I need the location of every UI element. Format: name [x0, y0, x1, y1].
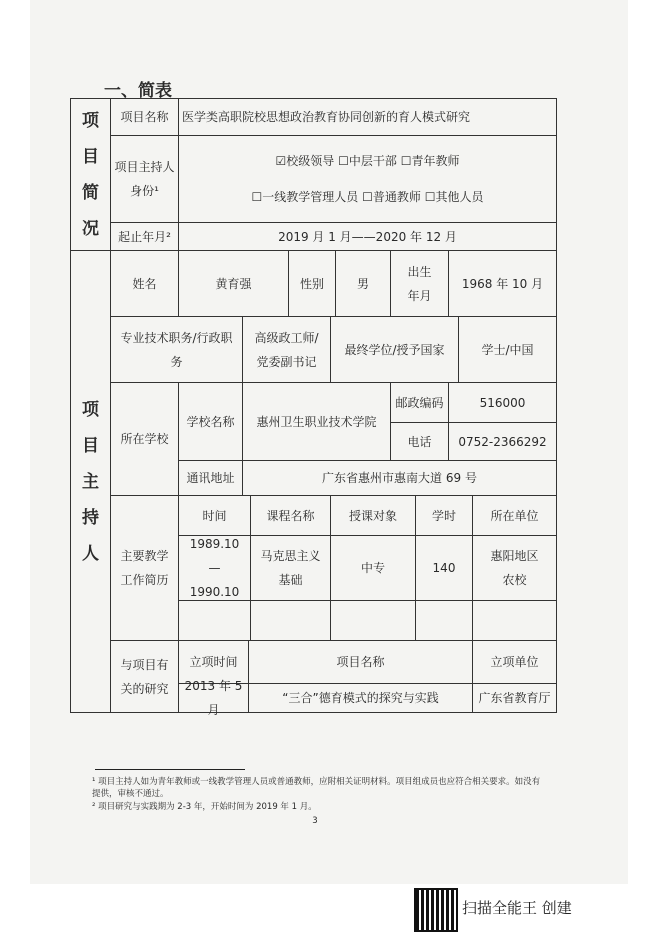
section-title: 一、简表	[104, 81, 172, 101]
birth-label: 出生年月	[390, 250, 449, 317]
phone-label: 电话	[390, 422, 449, 461]
page-number: 3	[312, 816, 318, 826]
postcode-label: 邮政编码	[390, 382, 449, 423]
host-label: 项目主持人	[70, 250, 111, 713]
teach-empty-cell	[415, 600, 473, 641]
school-label: 学校名称	[178, 382, 243, 461]
project-name-value: 医学类高职院校思想政治教育协同创新的育人模式研究	[178, 98, 557, 136]
research-cell: “三合”德育模式的探究与实践	[248, 683, 473, 713]
gender-value: 男	[335, 250, 391, 317]
footnote-divider	[95, 769, 245, 770]
research-cell: 广东省教育厅	[472, 683, 557, 713]
research-header: 项目名称	[248, 640, 473, 684]
teach-cell: 中专	[330, 535, 416, 601]
name-value: 黄育强	[178, 250, 289, 317]
postcode-value: 516000	[448, 382, 557, 423]
teach-header: 学时	[415, 495, 473, 536]
gender-label: 性别	[288, 250, 336, 317]
research-cell: 2013 年 5 月	[178, 683, 249, 713]
degree-value: 学士/中国	[458, 316, 557, 383]
qr-code-icon	[414, 888, 458, 932]
title-label: 专业技术职务/行政职务	[110, 316, 243, 383]
footnote-2: ² 项目研究与实践期为 2-3 年，开始时间为 2019 年 1 月。	[92, 802, 317, 812]
teaching-label: 主要教学工作简历	[110, 495, 179, 641]
teach-empty-cell	[472, 600, 557, 641]
teach-cell: 惠阳地区农校	[472, 535, 557, 601]
project-name-label: 项目名称	[110, 98, 179, 136]
teach-header: 所在单位	[472, 495, 557, 536]
teach-cell: 1989.10—1990.10	[178, 535, 251, 601]
project-overview-label: 项目简况	[70, 98, 111, 251]
teach-header: 课程名称	[250, 495, 331, 536]
teach-header: 时间	[178, 495, 251, 536]
address-value: 广东省惠州市惠南大道 69 号	[242, 460, 557, 496]
address-label: 通讯地址	[178, 460, 243, 496]
research-header: 立项单位	[472, 640, 557, 684]
school-group-label: 所在学校	[110, 382, 179, 496]
research-header: 立项时间	[178, 640, 249, 684]
identity-label: 项目主持人身份¹	[110, 135, 179, 223]
teach-empty-cell	[330, 600, 416, 641]
identity-line-1[interactable]: ☑校级领导 ☐中层干部 ☐青年教师	[275, 154, 460, 168]
teach-cell: 140	[415, 535, 473, 601]
title-value: 高级政工师/党委副书记	[242, 316, 331, 383]
teach-empty-cell	[250, 600, 331, 641]
date-label: 起止年月²	[110, 222, 179, 251]
footnote-1: ¹ 项目主持人如为青年教师或一线教学管理人员或普通教师，应附相关证明材料。项目组成员也应符合相关要求。如没有提供，审核不通过。	[92, 777, 541, 799]
identity-line-2[interactable]: ☐一线教学管理人员 ☐普通教师 ☐其他人员	[251, 190, 484, 204]
phone-value: 0752-2366292	[448, 422, 557, 461]
date-value: 2019 月 1 月——2020 年 12 月	[178, 222, 557, 251]
research-label: 与项目有关的研究	[110, 640, 179, 713]
identity-options[interactable]	[178, 135, 557, 223]
birth-value: 1968 年 10 月	[448, 250, 557, 317]
name-label: 姓名	[110, 250, 179, 317]
watermark: 扫描全能王 创建	[462, 899, 572, 917]
teach-header: 授课对象	[330, 495, 416, 536]
school-value: 惠州卫生职业技术学院	[242, 382, 391, 461]
teach-cell: 马克思主义基础	[250, 535, 331, 601]
degree-label: 最终学位/授予国家	[330, 316, 459, 383]
teach-empty-cell	[178, 600, 251, 641]
